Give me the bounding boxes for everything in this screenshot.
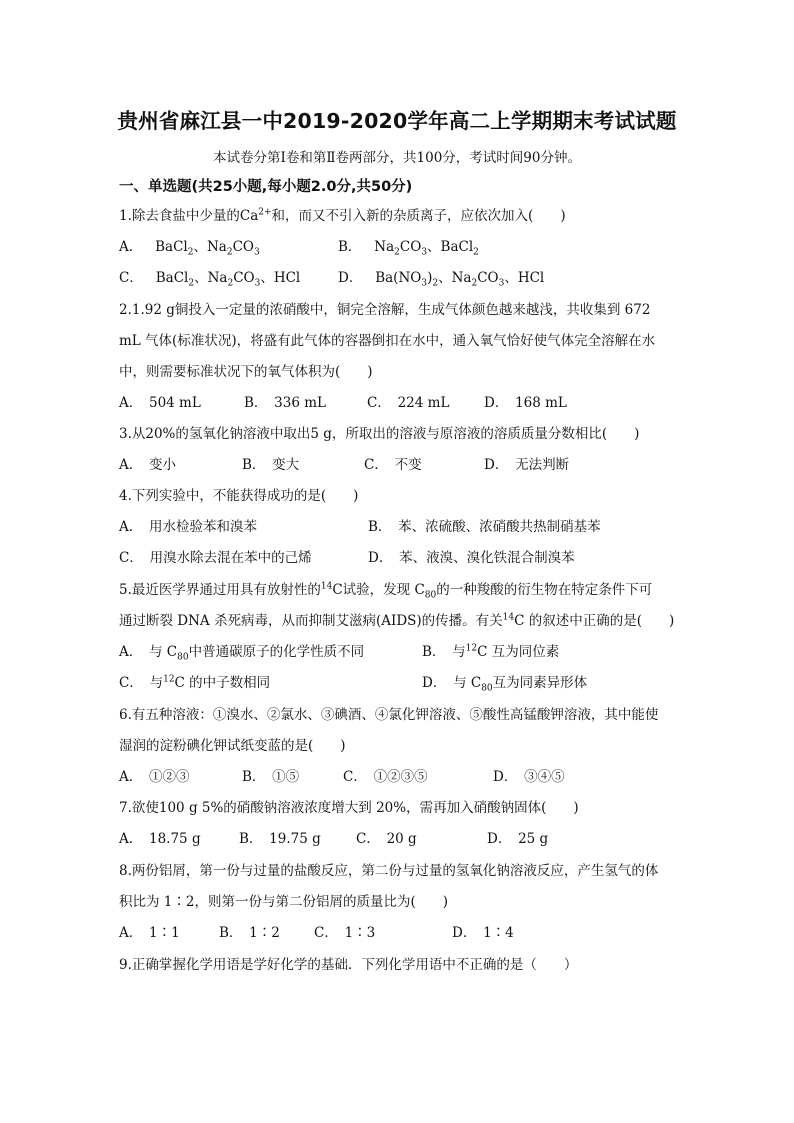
question-7-stem: 7.欲使100 g 5%的硝酸钠溶液浓度增大到 20%，需再加入硝酸钠固体( ) [119, 800, 579, 816]
question-5-line-1: 5.最近医学界通过用具有放射性的$^{14}$C试验，发现 $C_{80}$的一种羧酸的衍生物在特定条件下可 [119, 581, 653, 601]
question-3-option-b: B． 变大 [242, 457, 300, 473]
question-6-option-c: C． ①②③⑤ [343, 769, 428, 785]
question-8-option-c: C． 1∶3 [314, 925, 376, 941]
question-6-option-d: D． ③④⑤ [493, 769, 565, 785]
question-2-line-2: mL 气体(标准状况)，将盛有此气体的容器倒扣在水中，通入氧气恰好使气体完全溶解在水 [119, 333, 656, 349]
question-7-option-c: C． 20 g [356, 831, 417, 847]
question-6-option-b: B． ①⑤ [242, 769, 300, 785]
question-8-line-2: 积比为 1∶2，则第一份与第二份铝屑的质量比为( ) [119, 894, 449, 910]
question-2-option-d: D． 168 mL [484, 395, 567, 411]
question-1-stem: 1.除去食盐中少量的$Ca^{2+}$和，而又不引入新的杂质离子，应依次加入( ) [119, 207, 566, 224]
question-8-option-b: B． 1∶2 [219, 925, 280, 941]
question-7-option-b: B． 19.75 g [239, 831, 321, 847]
question-5-option-b: B． 与$^{12}$C 互为同位素 [422, 643, 560, 660]
question-4-option-d: D． 苯、液溴、溴化铁混合制溴苯 [368, 550, 575, 566]
question-1-option-d: D． $Ba(NO_3)_2$、$Na_2CO_3$、HCl [338, 270, 545, 289]
question-3-option-c: C． 不变 [364, 457, 422, 473]
question-1-option-c: C． BaCl$_2$、$Na_2CO_3$、HCl [119, 270, 301, 289]
question-4-stem: 4.下列实验中，不能获得成功的是( ) [119, 488, 359, 504]
question-9-stem: 9.正确掌握化学用语是学好化学的基础．下列化学用语中不正确的是（ ） [119, 957, 578, 973]
question-8-option-d: D． 1∶4 [452, 925, 514, 941]
question-4-option-b: B． 苯、浓硫酸、浓硝酸共热制硝基苯 [368, 519, 601, 535]
question-8-line-1: 8.两份铝屑，第一份与过量的盐酸反应，第二份与过量的氢氧化钠溶液反应，产生氢气的体 [119, 863, 659, 879]
question-6-option-a: A． ①②③ [119, 769, 190, 785]
question-2-line-1: 2.1.92 g铜投入一定量的浓硝酸中，铜完全溶解，生成气体颜色越来越浅，共收集到 672 [119, 302, 651, 318]
question-3-option-a: A． 变小 [119, 457, 176, 473]
section-heading: 一、单选题(共25小题,每小题2.0分,共50分) [119, 179, 413, 195]
question-6-line-1: 6.有五种溶液：①溴水、②氯水、③碘酒、④氯化钾溶液、⑤酸性高锰酸钾溶液，其中能使 [119, 707, 659, 723]
question-7-option-d: D． 25 g [487, 831, 549, 847]
question-5-option-d: D． 与 $C_{80}$互为同素异形体 [422, 675, 588, 694]
question-5-line-2: 通过断裂 DNA 杀死病毒，从而抑制艾滋病(AIDS)的传播。有关$^{14}$C 的叙述中正确的是( ) [119, 612, 675, 629]
question-6-line-2: 湿润的淀粉碘化钾试纸变蓝的是( ) [119, 738, 346, 754]
question-5-option-a: A． 与 $C_{80}$中普通碳原子的化学性质不同 [119, 644, 365, 663]
exam-subtitle: 本试卷分第Ⅰ卷和第Ⅱ卷两部分，共100分，考试时间90分钟。 [213, 150, 581, 166]
question-4-option-c: C． 用溴水除去混在苯中的己烯 [119, 550, 312, 566]
question-5-option-c: C． 与$^{12}$C 的中子数相同 [119, 674, 271, 691]
question-2-option-b: B． 336 mL [244, 395, 326, 411]
question-3-stem: 3.从20%的氢氧化钠溶液中取出5 g，所取出的溶液与原溶液的溶质质量分数相比( ) [119, 426, 640, 442]
question-2-option-a: A． 504 mL [119, 395, 201, 411]
question-1-option-b: B． $Na_2CO_3$、BaCl$_2$ [338, 239, 479, 258]
question-7-option-a: A． 18.75 g [119, 831, 201, 847]
question-4-option-a: A． 用水检验苯和溴苯 [119, 519, 257, 535]
question-8-option-a: A． 1∶1 [119, 925, 180, 941]
question-3-option-d: D． 无法判断 [484, 457, 570, 473]
question-2-line-3: 中，则需要标准状况下的氧气体积为( ) [119, 364, 373, 380]
question-2-option-c: C． 224 mL [367, 395, 450, 411]
question-1-option-a: A． BaCl$_2$、$Na_2CO_3$ [119, 239, 260, 258]
exam-title: 贵州省麻江县一中2019-2020学年高二上学期期末考试试题 [117, 109, 677, 133]
